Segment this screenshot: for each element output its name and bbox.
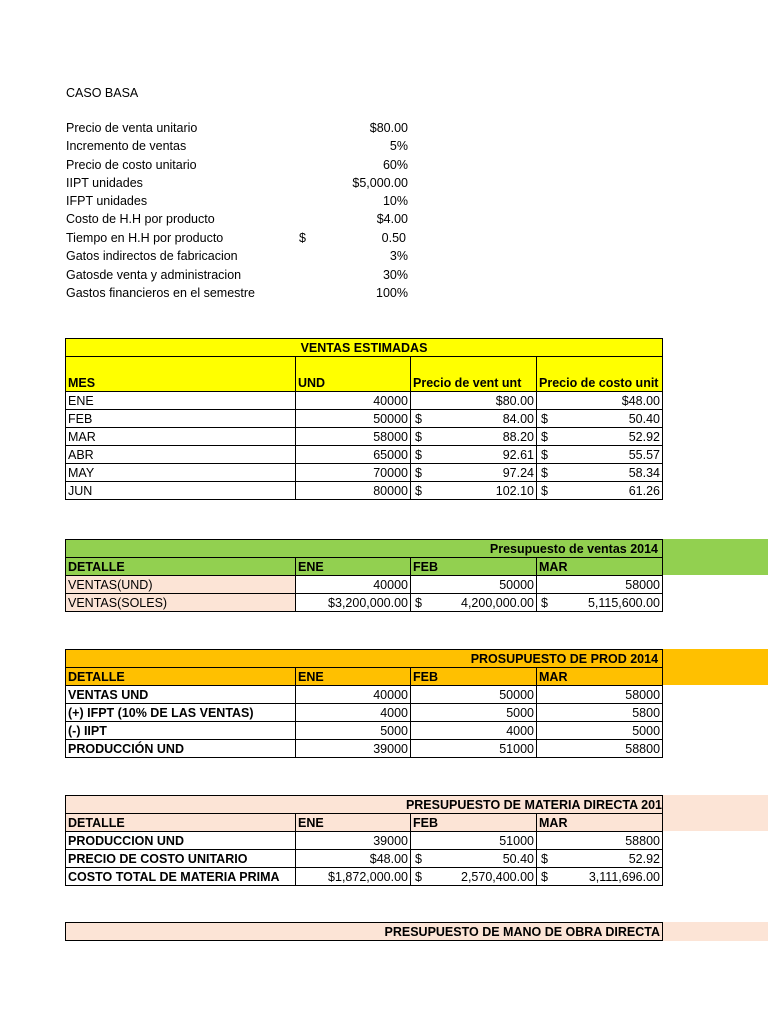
- cell-value: 58.34: [628, 465, 660, 480]
- cell-mes: ABR: [66, 446, 296, 464]
- cell-precio-venta: [411, 464, 537, 482]
- column-header: DETALLE: [66, 558, 296, 576]
- cell-mes: JUN: [66, 482, 296, 500]
- presupuesto-materia-title: PRESUPUESTO DE MATERIA DIRECTA 201: [66, 796, 663, 814]
- cell-value: 5,115,600.00: [587, 595, 661, 610]
- row-label: VENTAS(SOLES): [66, 594, 296, 612]
- column-header: MAR: [537, 668, 663, 686]
- currency-symbol: $: [541, 869, 548, 884]
- cell-mes: ENE: [66, 392, 296, 410]
- column-header: FEB: [411, 558, 537, 576]
- row-label: PRECIO DE COSTO UNITARIO: [66, 850, 296, 868]
- param-row: [66, 158, 426, 176]
- cell-precio-costo: [537, 482, 663, 500]
- cell-feb: 50000: [411, 686, 537, 704]
- table-row: [66, 482, 663, 500]
- cell-precio-venta: [411, 392, 537, 410]
- table-row: [66, 686, 663, 704]
- cell-value: 4,200,000.00: [461, 595, 534, 610]
- presupuesto-ventas-title: Presupuesto de ventas 2014: [66, 540, 663, 558]
- presupuesto-ventas-table: [65, 539, 663, 612]
- cell-value: 102.10: [495, 483, 534, 498]
- cell-value: 2,570,400.00: [461, 869, 534, 884]
- cell-ene: $48.00: [296, 850, 411, 868]
- presupuesto-materia-table: [65, 795, 663, 886]
- row-label: PRODUCCION UND: [66, 832, 296, 850]
- ventas-estimadas-table: [65, 338, 663, 500]
- table-row: [66, 428, 663, 446]
- cell-mar: 58800: [537, 740, 663, 758]
- param-value: 5%: [389, 139, 408, 153]
- cell-und: 40000: [296, 392, 411, 410]
- param-row: [66, 268, 426, 286]
- table-row: [66, 594, 663, 612]
- currency-symbol: $: [541, 429, 548, 444]
- currency-symbol: $: [541, 447, 548, 462]
- column-header: DETALLE: [66, 814, 296, 832]
- orange-fill-band: [662, 649, 768, 685]
- cell-ene: $1,872,000.00: [296, 868, 411, 886]
- cell-value: $80.00: [495, 393, 534, 408]
- column-header: ENE: [296, 558, 411, 576]
- param-row: [66, 194, 426, 212]
- param-row: [66, 249, 426, 267]
- param-label: Precio de costo unitario: [66, 158, 197, 172]
- sheet-title: CASO BASA: [66, 86, 139, 100]
- cell-value: 55.57: [628, 447, 660, 462]
- param-label: Tiempo en H.H por producto: [66, 231, 224, 245]
- cell-value: 58800: [625, 833, 660, 848]
- currency-symbol: $: [415, 429, 422, 444]
- param-currency: $: [299, 231, 306, 245]
- param-label: IIPT unidades: [66, 176, 143, 190]
- currency-symbol: $: [541, 411, 548, 426]
- currency-symbol: $: [541, 851, 548, 866]
- column-header: MES: [66, 357, 296, 392]
- table-row: [66, 576, 663, 594]
- cell-feb: 5000: [411, 704, 537, 722]
- cell-value: 92.61: [502, 447, 534, 462]
- cell-und: 58000: [296, 428, 411, 446]
- param-label: Gastos financieros en el semestre: [66, 286, 255, 300]
- param-row: [66, 176, 426, 194]
- param-row: [66, 286, 426, 304]
- peach-fill-band: [662, 795, 768, 831]
- currency-symbol: $: [415, 483, 422, 498]
- table-row: [66, 464, 663, 482]
- cell-value: 52.92: [628, 429, 660, 444]
- cell-feb: [411, 594, 537, 612]
- cell-feb: [411, 832, 537, 850]
- cell-mar: [537, 832, 663, 850]
- cell-value: $48.00: [621, 393, 660, 408]
- currency-symbol: $: [415, 851, 422, 866]
- param-row: [66, 212, 426, 230]
- cell-value: 50.40: [628, 411, 660, 426]
- cell-precio-venta: [411, 482, 537, 500]
- cell-ene: 39000: [296, 740, 411, 758]
- currency-symbol: $: [415, 447, 422, 462]
- row-label: (-) IIPT: [66, 722, 296, 740]
- cell-mar: [537, 594, 663, 612]
- currency-symbol: $: [415, 869, 422, 884]
- currency-symbol: $: [415, 465, 422, 480]
- cell-value: 51000: [499, 833, 534, 848]
- cell-value: 50000: [499, 577, 534, 592]
- cell-value: 61.26: [628, 483, 660, 498]
- ventas-estimadas-title: VENTAS ESTIMADAS: [66, 339, 663, 357]
- column-header: ENE: [296, 814, 411, 832]
- currency-symbol: $: [541, 465, 548, 480]
- column-header: ENE: [296, 668, 411, 686]
- table-row: [66, 410, 663, 428]
- row-label: (+) IFPT (10% DE LAS VENTAS): [66, 704, 296, 722]
- cell-und: 70000: [296, 464, 411, 482]
- cell-mar: 58000: [537, 686, 663, 704]
- cell-mar: [537, 850, 663, 868]
- cell-ene: 40000: [296, 686, 411, 704]
- param-value: $4.00: [376, 212, 408, 226]
- cell-precio-costo: [537, 428, 663, 446]
- cell-precio-costo: [537, 410, 663, 428]
- param-value: 3%: [389, 249, 408, 263]
- cell-feb: 4000: [411, 722, 537, 740]
- table-row: [66, 704, 663, 722]
- currency-symbol: $: [541, 483, 548, 498]
- column-header: MAR: [537, 814, 663, 832]
- param-value: $5,000.00: [352, 176, 408, 190]
- column-header: DETALLE: [66, 668, 296, 686]
- cell-feb: [411, 850, 537, 868]
- param-row: [66, 139, 426, 157]
- row-label: VENTAS UND: [66, 686, 296, 704]
- cell-value: 3,111,696.00: [588, 869, 660, 884]
- param-value: 60%: [382, 158, 408, 172]
- cell-precio-venta: [411, 410, 537, 428]
- currency-symbol: $: [415, 595, 422, 610]
- cell-precio-costo: [537, 392, 663, 410]
- cell-value: 50.40: [502, 851, 534, 866]
- cell-mar: 5800: [537, 704, 663, 722]
- presupuesto-prod-table: [65, 649, 663, 758]
- cell-mar: 5000: [537, 722, 663, 740]
- cell-precio-venta: [411, 446, 537, 464]
- param-value: $80.00: [369, 121, 408, 135]
- cell-und: 50000: [296, 410, 411, 428]
- column-header: UND: [296, 357, 411, 392]
- column-header: Precio de costo unit: [537, 357, 663, 392]
- param-label: Costo de H.H por producto: [66, 212, 215, 226]
- param-label: Precio de venta unitario: [66, 121, 198, 135]
- column-header: FEB: [411, 668, 537, 686]
- green-fill-band: [662, 539, 768, 575]
- param-row: [66, 231, 426, 249]
- cell-mes: MAY: [66, 464, 296, 482]
- cell-ene: 40000: [296, 576, 411, 594]
- presupuesto-mano-obra-table: [65, 922, 663, 941]
- cell-value: 84.00: [502, 411, 534, 426]
- cell-mes: FEB: [66, 410, 296, 428]
- cell-value: 52.92: [628, 851, 660, 866]
- cell-value: 58000: [625, 577, 661, 592]
- cell-precio-venta: [411, 428, 537, 446]
- cell-und: 65000: [296, 446, 411, 464]
- param-label: Gatosde venta y administracion: [66, 268, 242, 282]
- cell-feb: [411, 576, 537, 594]
- param-value: 0.50: [381, 231, 406, 245]
- presupuesto-mano-obra-title: PRESUPUESTO DE MANO DE OBRA DIRECTA: [66, 923, 663, 941]
- table-row: [66, 850, 663, 868]
- row-label: VENTAS(UND): [66, 576, 296, 594]
- presupuesto-prod-title: PROSUPUESTO DE PROD 2014: [66, 650, 663, 668]
- table-row: [66, 392, 663, 410]
- currency-symbol: $: [541, 595, 548, 610]
- cell-und: 80000: [296, 482, 411, 500]
- cell-mar: [537, 576, 663, 594]
- param-value: 30%: [382, 268, 408, 282]
- row-label: COSTO TOTAL DE MATERIA PRIMA: [66, 868, 296, 886]
- column-header: MAR: [537, 558, 663, 576]
- row-label: PRODUCCIÓN UND: [66, 740, 296, 758]
- currency-symbol: $: [415, 411, 422, 426]
- table-row: [66, 740, 663, 758]
- cell-precio-costo: [537, 464, 663, 482]
- param-value: 10%: [382, 194, 408, 208]
- cell-value: 97.24: [502, 465, 534, 480]
- cell-mes: MAR: [66, 428, 296, 446]
- cell-ene: 4000: [296, 704, 411, 722]
- cell-ene: $3,200,000.00: [296, 594, 411, 612]
- cell-feb: 51000: [411, 740, 537, 758]
- param-label: Incremento de ventas: [66, 139, 187, 153]
- param-label: IFPT unidades: [66, 194, 148, 208]
- param-label: Gatos indirectos de fabricacion: [66, 249, 238, 263]
- table-row: [66, 446, 663, 464]
- cell-ene: 39000: [296, 832, 411, 850]
- peach-fill-band: [662, 922, 768, 941]
- column-header: Precio de vent unt: [411, 357, 537, 392]
- cell-precio-costo: [537, 446, 663, 464]
- table-row: [66, 868, 663, 886]
- param-value: 100%: [376, 286, 408, 300]
- table-row: [66, 832, 663, 850]
- cell-ene: 5000: [296, 722, 411, 740]
- column-header: FEB: [411, 814, 537, 832]
- param-row: [66, 121, 426, 139]
- table-row: [66, 722, 663, 740]
- cell-value: 88.20: [502, 429, 534, 444]
- cell-feb: [411, 868, 537, 886]
- cell-mar: [537, 868, 663, 886]
